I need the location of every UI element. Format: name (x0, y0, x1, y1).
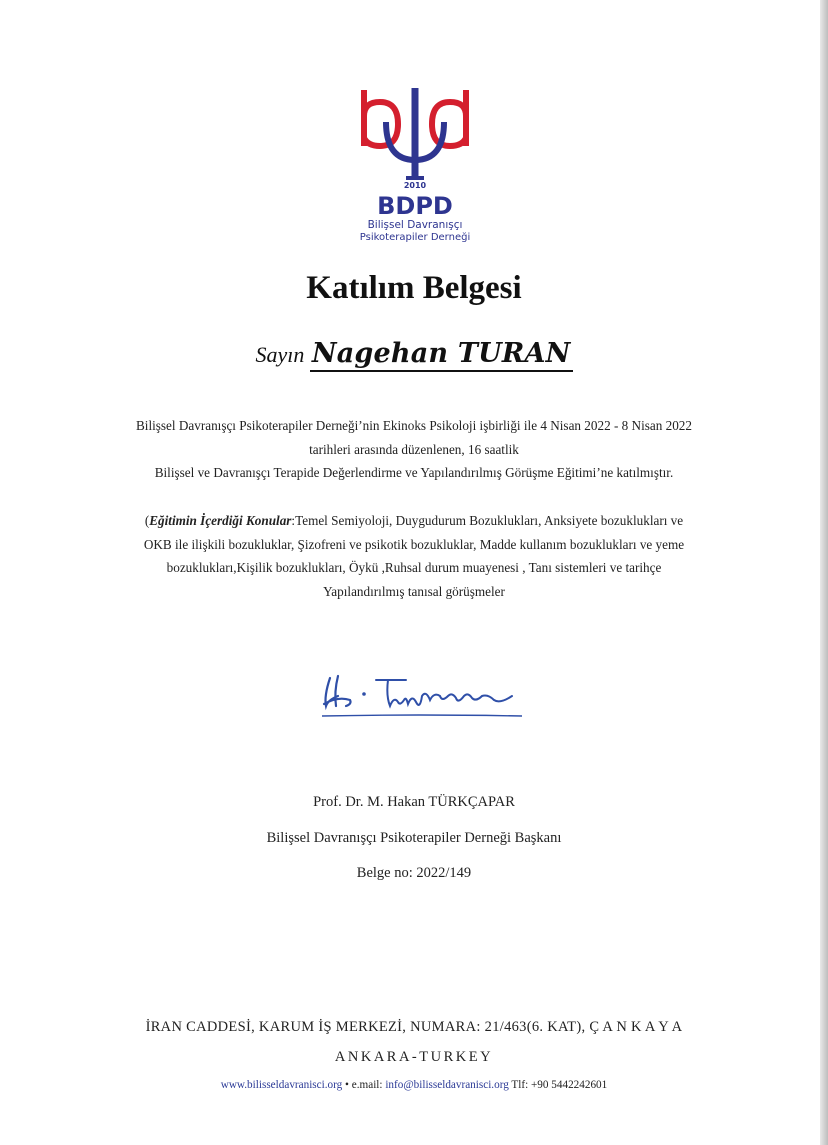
participation-paragraph (60, 414, 768, 485)
greeting-line (0, 338, 828, 369)
footer-city: ANKARA-TURKEY (334, 1049, 494, 1065)
email-label: • e.mail: (342, 1079, 386, 1091)
participation-line-2: tarihleri arasında düzenlenen, 16 saatlik (309, 441, 519, 457)
phone-number: Tlf: +90 5442242601 (508, 1079, 608, 1091)
footer-contact (0, 1079, 828, 1091)
website-link[interactable]: www.bilisseldavranisci.org (220, 1079, 343, 1091)
logo-line-1: Bilişsel Davranışçı (367, 219, 463, 231)
topics-paragraph (60, 509, 768, 603)
topics-line-4: Yapılandırılmış tanısal görüşmeler (323, 583, 505, 599)
signatory-name: Prof. Dr. M. Hakan TÜRKÇAPAR (313, 794, 515, 810)
handwritten-signature (316, 666, 526, 722)
page-edge-shadow (820, 0, 828, 1145)
participation-line-1: Bilişsel Davranışçı Psikoterapiler Derneği’nin Ekinoks Psikoloji işbirliği ile 4 Nisan 2022 - 8 Nisan 2022 (135, 418, 692, 433)
bdpd-logo (358, 86, 474, 246)
participation-line-3: Bilişsel ve Davranışçı Terapide Değerlendirme ve Yapılandırılmış Görüşme Eğitimi’ne katılmıştır. (154, 465, 674, 480)
topics-label: Eğitimin İçerdiği Konular (149, 513, 292, 528)
bdpd-logo-emblem (358, 86, 474, 246)
document-number: Belge no: 2022/149 (356, 865, 472, 881)
logo-line-2: Psikoterapiler Derneği (359, 232, 471, 243)
topics-line-1 (60, 509, 768, 533)
footer-address: İRAN CADDESİ, KARUM İŞ MERKEZİ, NUMARA: 21/463(6. KAT), Ç A N K A Y A (145, 1019, 683, 1035)
topics-text-1: :Temel Semiyoloji, Duygudurum Bozuklukları, Anksiyete bozuklukları ve (291, 513, 684, 528)
recipient-name: Nagehan TURAN (310, 338, 573, 372)
topics-line-2: OKB ile ilişkili bozukluklar, Şizofreni ve psikotik bozukluklar, Madde kullanım bozuklukları ve yeme (143, 536, 685, 552)
logo-year: 2010 (403, 181, 427, 190)
signatory-role: Bilişsel Davranışçı Psikoterapiler Derneği Başkanı (266, 830, 562, 846)
logo-abbreviation: BDPD (377, 192, 453, 220)
certificate-title: Katılım Belgesi (306, 270, 522, 306)
topics-line-3: bozuklukları,Kişilik bozuklukları, Öykü ,Ruhsal durum muayenesi , Tanı sistemleri ve tarihçe (166, 560, 662, 575)
topics-open-paren: ( (144, 513, 150, 528)
salutation: Sayın (255, 342, 305, 367)
email-link[interactable]: info@bilisseldavranisci.org (385, 1079, 509, 1091)
